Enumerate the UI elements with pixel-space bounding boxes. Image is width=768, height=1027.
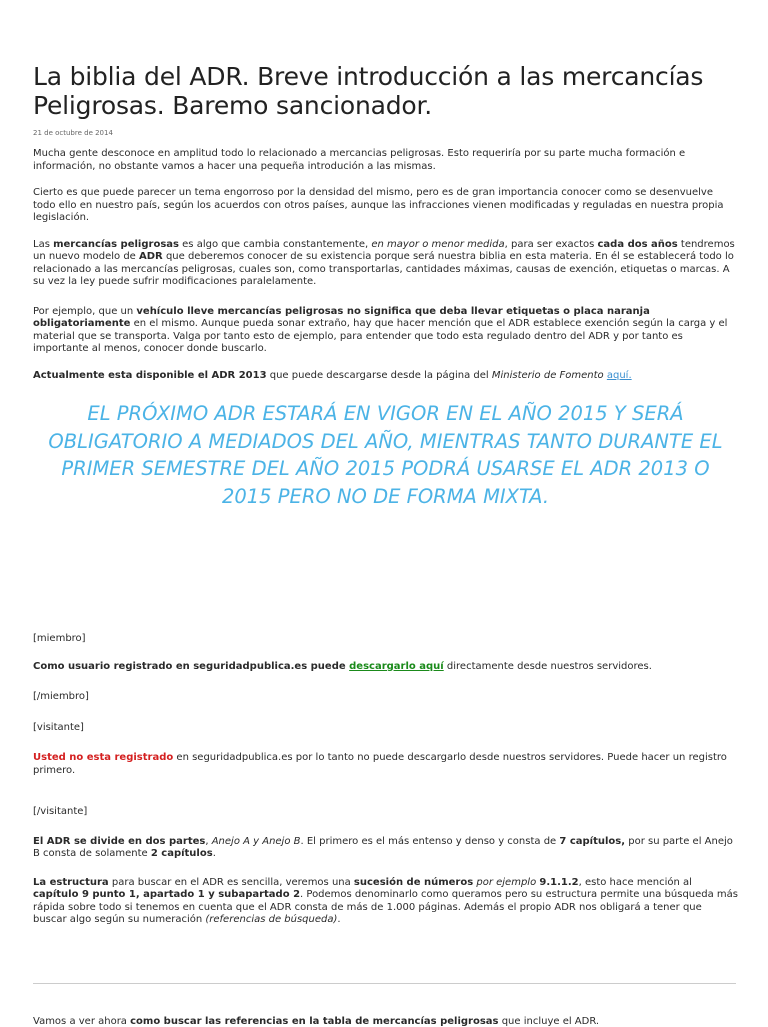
- text: , esto hace mención al: [578, 876, 692, 888]
- bold-text: 2 capítulos: [150, 848, 213, 859]
- tag-visitor-open: [visitante]: [33, 721, 84, 733]
- italic-text: Anejo A y Anejo B: [211, 835, 301, 847]
- bold-text: Como usuario registrado en seguridadpublica.es puede: [33, 660, 350, 672]
- text: Las: [33, 238, 54, 250]
- bold-text: vehículo lleve mercancías peligrosas no significa que deba llevar etiquetas o placa naranja obligatoriamente: [33, 305, 650, 329]
- text: que deberemos conocer de su existencia porque será nuestra biblia en esta materia. En él se establecerá todo lo relacionado a las mercancías peligrosas, cuales son, como transportarlas, cantidades máximas, causas de exención, etiquetas o marcas. A su vez la ley puede sufrir modificaciones paralelamente.: [33, 251, 734, 287]
- text: tendremos un nuevo modelo de: [33, 238, 735, 262]
- paragraph-ejemplo: [33, 306, 738, 356]
- bold-text: Actualmente esta disponible el ADR 2013: [33, 369, 267, 381]
- text: .: [212, 848, 216, 859]
- text: Por ejemplo, que un: [33, 305, 137, 317]
- text: en seguridadpublica.es por lo tanto no puede descargarlo desde nuestros servidores. Puede hacer un registro primero.: [33, 752, 727, 776]
- bold-text: mercancías peligrosas: [53, 238, 179, 250]
- highlight-notice: EL PRÓXIMO ADR ESTARÁ EN VIGOR EN EL AÑO 2015 Y SERÁ OBLIGATORIO A MEDIADOS DEL AÑO, MIENTRAS TANTO DURANTE EL PRIMER SEMESTRE DEL AÑO 2015 PODRÁ USARSE EL ADR 2013 O 2015 PERO NO DE FORMA MIXTA.: [48, 402, 723, 508]
- section-divider: [33, 983, 736, 984]
- warning-text: Usted no esta registrado: [33, 752, 174, 763]
- bold-text: cada dos años: [597, 238, 678, 250]
- text: para buscar en el ADR es sencilla, veremos una: [108, 876, 354, 888]
- fomento-link[interactable]: aquí.: [606, 369, 632, 381]
- text: . El primero es el más entenso y denso y consta de: [300, 835, 560, 847]
- text: que incluye el ADR.: [498, 1016, 600, 1027]
- paragraph-adr2013: [33, 370, 738, 383]
- italic-text: por ejemplo: [476, 876, 537, 888]
- text: es algo que cambia constantemente,: [178, 238, 372, 250]
- text: . Podemos denominarlo como queramos pero su estructura permite una búsqueda más rápida sobre todo si tenemos en cuenta que el ADR consta de más de 1.000 páginas. Además el propio ADR nos obligará a tener que buscar algo según su numeración: [33, 889, 739, 925]
- paragraph-intro: Mucha gente desconoce en amplitud todo lo relacionado a mercancias peligrosas. Esto requeriría por su parte mucha formación e información, no obstante vamos a hacer una pequeña introdución a las mismas.: [33, 148, 686, 172]
- text: , para ser exactos: [504, 238, 598, 250]
- text: en el mismo. Aunque pueda sonar extraño, hay que hacer mención que el ADR establece exención según la carga y el material que se transporta. Valga por tanto esto de ejemplo, para entender que todo esta regulado dentro del ADR y por tanto es importante al menos, conocer donde buscarlo.: [33, 318, 728, 354]
- bold-text: sucesión de números: [353, 876, 474, 888]
- bold-text: 9.1.1.2: [539, 876, 579, 888]
- bold-text: ADR: [139, 251, 163, 262]
- article-date: 21 de octubre de 2014: [33, 129, 113, 137]
- article: [33, 62, 738, 927]
- bold-text: como buscar las referencias en la tabla de mercancías peligrosas: [130, 1016, 499, 1027]
- text: .: [337, 914, 341, 925]
- article-title: La biblia del ADR. Breve introducción a las mercancías Peligrosas. Baremo sancionador.: [33, 62, 704, 120]
- bold-text: 7 capítulos,: [559, 835, 626, 847]
- paragraph-visitor: [33, 752, 738, 777]
- paragraph-mercancias: [33, 239, 738, 289]
- italic-text: (referencias de búsqueda): [205, 914, 338, 925]
- tag-visitor-close: [/visitante]: [33, 806, 88, 817]
- italic-text: Ministerio de Fomento: [491, 369, 604, 381]
- tag-member-open: [miembro]: [33, 633, 86, 644]
- paragraph-member: [33, 661, 738, 674]
- bold-text: El ADR se divide en dos partes: [33, 835, 206, 847]
- download-link[interactable]: descargarlo aquí: [349, 660, 444, 672]
- text: Vamos a ver ahora: [33, 1016, 131, 1027]
- text: que puede descargarse desde la página del: [266, 369, 492, 381]
- text: directamente desde nuestros servidores.: [443, 660, 652, 672]
- text: por su parte el Anejo B consta de solamente: [33, 835, 733, 859]
- paragraph-context: Cierto es que puede parecer un tema engorroso por la densidad del mismo, pero es de gran importancia conocer como se desenvuelve todo ello en nuestro país, según los acuerdos con otros países, aunque las infracciones vienen modificadas y reguladas en nuestra propia legislación.: [33, 187, 724, 223]
- tag-member-close: [/miembro]: [33, 691, 89, 702]
- paragraph-estructura: [33, 877, 738, 927]
- text: ,: [205, 835, 212, 847]
- paragraph-bottom: [33, 1016, 599, 1027]
- bold-text: La estructura: [33, 876, 109, 888]
- paragraph-partes: [33, 836, 738, 861]
- bold-text: capítulo 9 punto 1, apartado 1 y subapartado 2: [33, 889, 301, 900]
- italic-text: en mayor o menor medida: [371, 238, 505, 250]
